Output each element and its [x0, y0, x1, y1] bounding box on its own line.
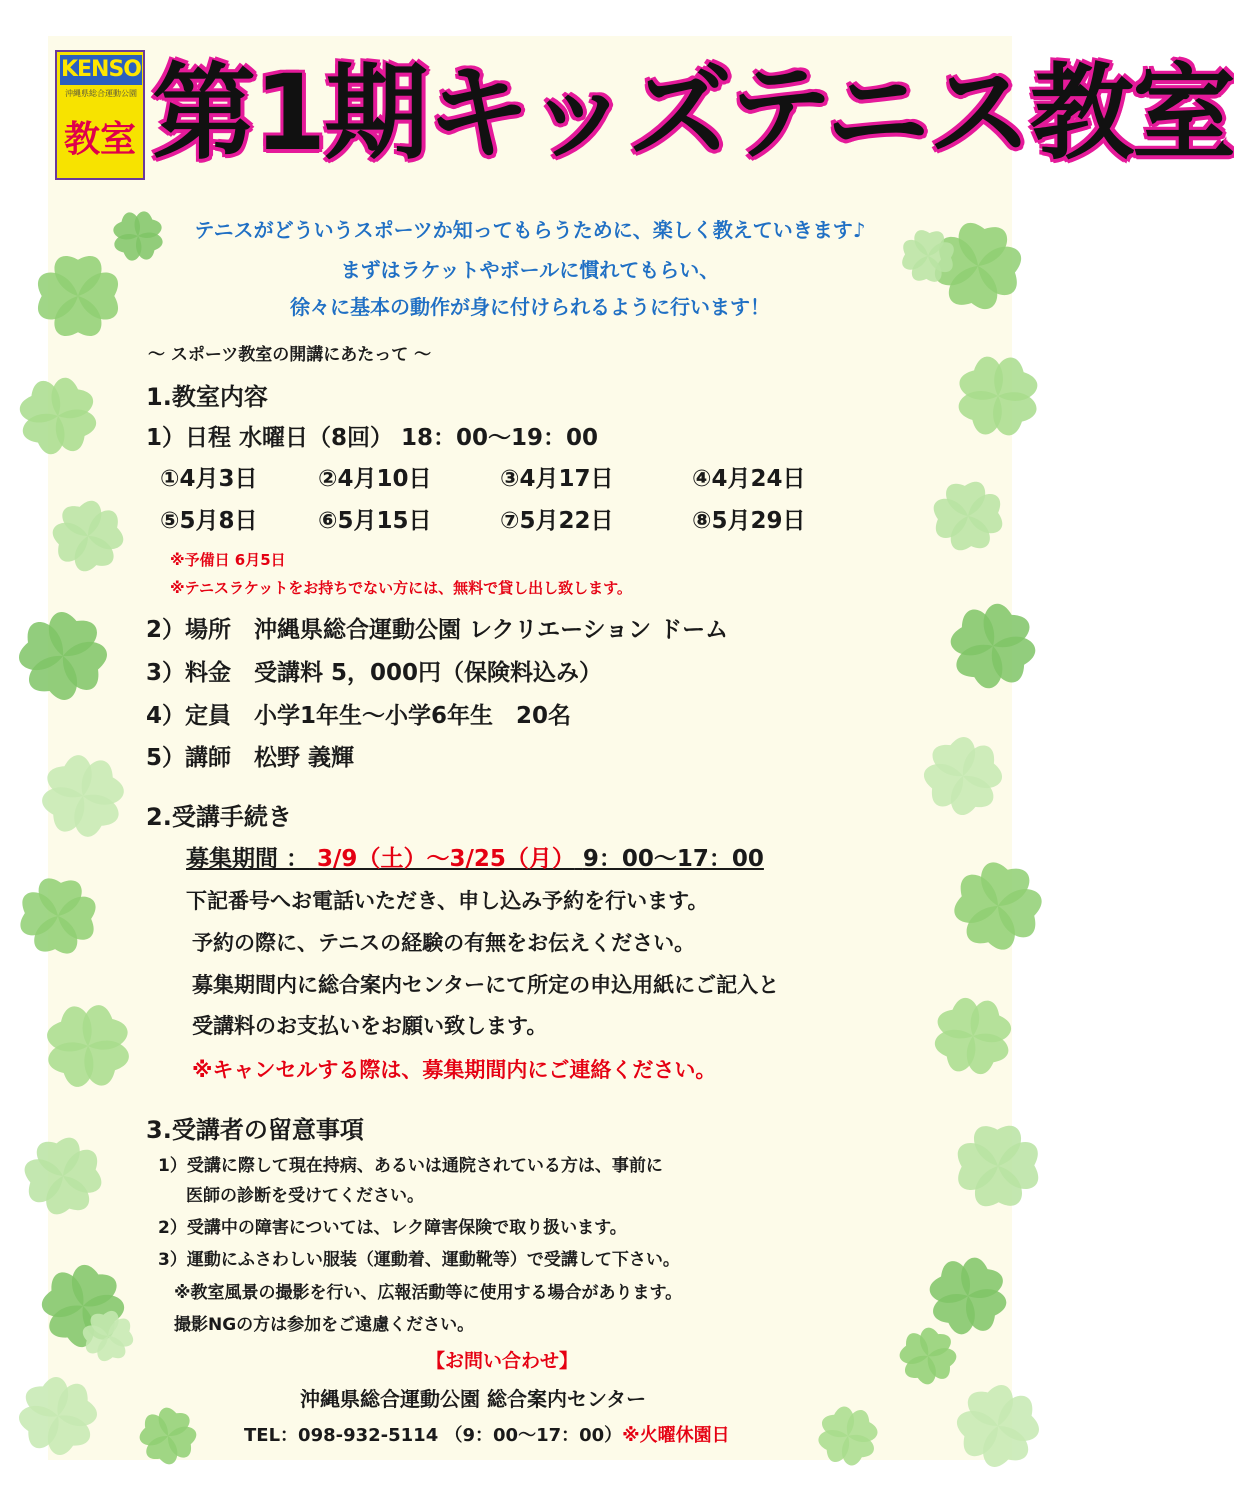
contact-heading: 【お問い合わせ】 [426, 1350, 579, 1372]
recruit-period [186, 848, 764, 871]
caution-2: 2）受講中の障害については、レク障害保険で取り扱います。 [158, 1218, 627, 1238]
fee: 3）料金 受講料 5，000円（保険料込み） [146, 660, 603, 686]
clover [7, 365, 110, 468]
procedure-line-4: 受講料のお支払いをお願い致します。 [192, 1014, 548, 1038]
contact-name: 沖縄県総合運動公園 総合案内センター [300, 1387, 647, 1411]
date-8: ⑧5月29日 [692, 508, 806, 534]
procedure-line-2: 予約の際に、テニスの経験の有無をお伝えください。 [192, 931, 696, 955]
clover [893, 1321, 964, 1392]
capacity: 4）定員 小学1年生～小学6年生 20名 [146, 703, 572, 729]
clover [30, 743, 137, 850]
clover [9, 1367, 108, 1466]
caution-1: 1）受講に際して現在持病、あるいは通院されている方は、事前に [158, 1156, 663, 1176]
date-7: ⑦5月22日 [500, 508, 614, 534]
date-2: ②4月10日 [318, 466, 432, 492]
note-reserve-day: ※予備日 6月5日 [170, 551, 286, 569]
kenso-logo [55, 50, 145, 180]
date-6: ⑥5月15日 [318, 508, 432, 534]
clover [957, 1125, 1038, 1206]
clover [938, 591, 1048, 701]
intro-line-3: 徐々に基本の動作が身に付けられるように行います！ [290, 295, 770, 319]
closed-day: ※火曜休園日 [622, 1425, 730, 1446]
place: 2）場所 沖縄県総合運動公園 レクリエーション ドーム [146, 617, 729, 643]
intro-line-2: まずはラケットやボールに慣れてもらい、 [340, 258, 720, 282]
date-5: ⑤5月8日 [160, 508, 258, 534]
period-dates: 3/9（土）～3/25（月） [317, 846, 575, 872]
logo-label: 教室 [63, 119, 136, 160]
contact-tel: TEL：098-932-5114 （9：00～17：00） [244, 1425, 623, 1446]
caution-3: 3）運動にふさわしい服装（運動着、運動靴等）で受講して下さい。 [158, 1250, 680, 1270]
cancel-note: ※キャンセルする際は、募集期間内にご連絡ください。 [192, 1058, 717, 1082]
caution-1b: 医師の診断を受けてください。 [186, 1186, 424, 1206]
clover [47, 495, 130, 578]
clover [943, 341, 1052, 450]
caution-photo: ※教室風景の撮影を行い、広報活動等に使用する場合があります。 [174, 1283, 683, 1303]
date-4: ④4月24日 [692, 466, 806, 492]
procedure-line-1: 下記番号へお電話いただき、申し込み予約を行います。 [186, 889, 709, 913]
preface: ～ スポーツ教室の開講にあたって ～ [148, 345, 432, 365]
section3-heading: 3.受講者の留意事項 [146, 1116, 364, 1144]
clover [809, 1397, 887, 1475]
clover [31, 989, 144, 1102]
period-label: 募集期間 ： [186, 846, 310, 872]
section2-heading: 2.受講手続き [146, 803, 292, 831]
clover [921, 984, 1024, 1087]
clover [20, 1133, 106, 1219]
schedule-label: 1）日程 水曜日（8回） 18：00～19：00 [146, 425, 599, 451]
note-racket: ※テニスラケットをお持ちでない方には、無料で貸し出し致します。 [170, 579, 632, 597]
period-time: 9：00～17：00 [582, 846, 764, 872]
clover [947, 855, 1048, 956]
clover [931, 479, 1004, 552]
intro-line-1: テニスがどういうスポーツか知ってもらうために、楽しく教えていきます♪ [194, 218, 866, 242]
date-3: ③4月17日 [500, 466, 614, 492]
clover [18, 876, 98, 956]
logo-org: 沖縄県総合運動公園 [65, 89, 137, 98]
page-title: 第1期キッズテニス教室 [152, 52, 1234, 174]
clover [950, 1378, 1047, 1475]
clover [134, 1402, 202, 1470]
procedure-line-3: 募集期間内に総合案内センターにて所定の申込用紙にご記入と [192, 973, 780, 997]
instructor: 5）講師 松野 義輝 [146, 745, 355, 771]
contact-tel-line [244, 1427, 730, 1445]
caution-photo-ng: 撮影NGの方は参加をご遠慮ください。 [174, 1315, 475, 1335]
logo-brand: KENSO [60, 55, 142, 85]
section1-heading: 1.教室内容 [146, 383, 268, 411]
date-1: ①4月3日 [160, 466, 258, 492]
clover [915, 728, 1011, 824]
clover [10, 603, 117, 710]
